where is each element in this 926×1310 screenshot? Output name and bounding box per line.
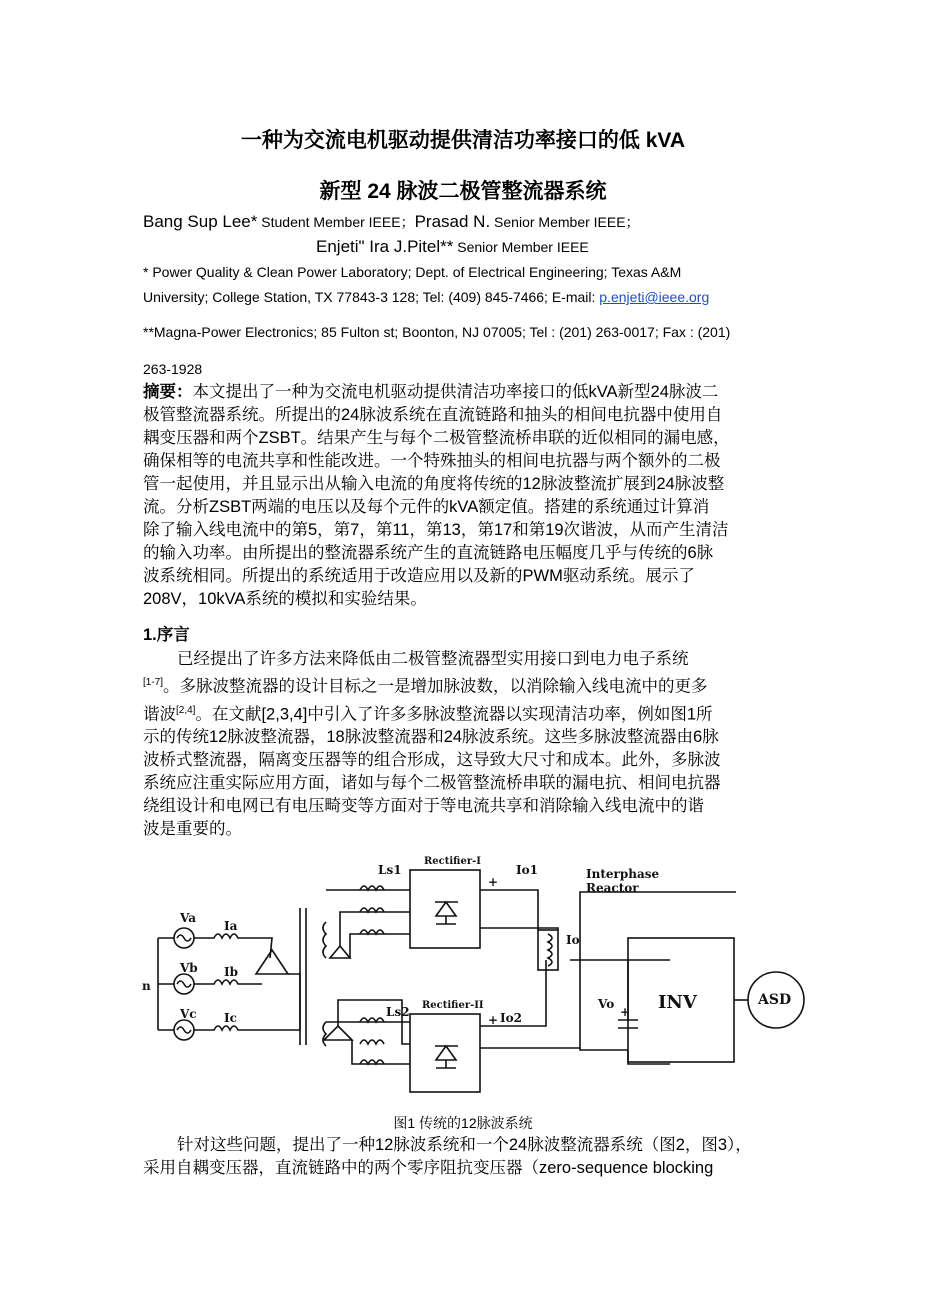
affiliation-1-line-1: * Power Quality & Clean Power Laboratory; Dept. of Electrical Engineering; Texas A&M xyxy=(143,264,682,280)
label-ia: Ia xyxy=(224,919,238,933)
abstract-line: 摘要：本文提出了一种为交流电机驱动提供清洁功率接口的低kVA新型24脉波二 xyxy=(143,383,719,401)
paragraph-line: 绕组设计和电网已有电压畸变等方面对于等电流共享和消除输入线电流中的谐 xyxy=(143,797,704,815)
circuit-diagram xyxy=(140,850,792,1110)
label-reactor: Reactor xyxy=(586,881,639,895)
affiliation-2-line-2: 263-1928 xyxy=(143,361,203,377)
abstract-line: 确保相等的电流共享和性能改进。一个特殊抽头的相间电抗器与两个额外的二极 xyxy=(143,452,721,470)
diagram-labels xyxy=(142,856,791,1027)
citation: [1-7] xyxy=(143,677,164,688)
figure-caption: 图1 传统的12脉波系统 xyxy=(393,1115,533,1131)
paragraph-line: 针对这些问题，提出了一种12脉波系统和一个24脉波整流器系统（图2，图3）， xyxy=(177,1136,752,1154)
abstract-line: 波系统相同。所提出的系统适用于改造应用以及新的PWM驱动系统。展示了 xyxy=(143,567,695,585)
label-asd: ASD xyxy=(758,992,792,1008)
abstract-line: 的输入功率。由所提出的整流器系统产生的直流链路电压幅度几乎与传统的6脉 xyxy=(143,544,714,562)
label-ls1: Ls1 xyxy=(378,863,402,877)
paragraph-line: 已经提出了许多方法来降低由二极管整流器型实用接口到电力电子系统 xyxy=(177,650,689,668)
label-inv: INV xyxy=(658,992,697,1013)
abstract-line: 除了输入线电流中的第5，第7，第11，第13，第17和第19次谐波，从而产生清洁 xyxy=(143,521,729,539)
author-role: Senior Member IEEE xyxy=(453,239,589,255)
label-rectifier-2: Rectifier-II xyxy=(422,1000,484,1011)
paragraph-line: 采用自耦变压器，直流链路中的两个零序阻抗变压器（zero-sequence blocking xyxy=(143,1159,714,1177)
paragraph-line: 示的传统12脉波整流器，18脉波整流器和24脉波系统。这些多脉波整流器由6脉 xyxy=(143,728,719,746)
title-line-2: 新型 24 脉波二极管整流器系统 xyxy=(319,180,607,203)
abstract-line: 流。分析ZSBT两端的电压以及每个元件的kVA额定值。搭建的系统通过计算消 xyxy=(143,498,710,516)
affiliation-text: University; College Station, TX 77843-3 128; Tel: (409) 845-7466; E-mail: xyxy=(143,289,600,305)
author-role: Student Member IEEE； xyxy=(257,214,415,230)
label-va: Va xyxy=(180,911,196,925)
label-io2: Io2 xyxy=(500,1011,522,1025)
label-n: n xyxy=(142,979,151,993)
label-ic: Ic xyxy=(224,1011,237,1025)
paragraph-line: 系统应注重实际应用方面，诸如与每个二极管整流桥串联的漏电抗、相间电抗器 xyxy=(143,774,721,792)
title-line-1: 一种为交流电机驱动提供清洁功率接口的低 kVA xyxy=(240,129,686,152)
label-plus: + xyxy=(620,1005,631,1019)
paragraph-line: 谐波[2,4]。在文献[2,3,4]中引入了许多多脉波整流器以实现清洁功率，例如图1所 xyxy=(143,704,713,723)
email-link[interactable]: p.enjeti@ieee.org xyxy=(599,289,710,305)
affiliation-2-line-1: **Magna-Power Electronics; 85 Fulton st; Boonton, NJ 07005; Tel : (201) 263-0017; Fax : (201) xyxy=(143,324,731,340)
citation: [2,4] xyxy=(176,704,196,716)
label-ls2: Ls2 xyxy=(386,1005,410,1019)
label-vb: Vb xyxy=(180,961,198,975)
label-io: Io xyxy=(566,933,580,947)
authors-line-1 xyxy=(143,212,640,232)
label-ib: Ib xyxy=(224,965,239,979)
label-plus: + xyxy=(488,875,499,889)
section-heading: 1.序言 xyxy=(143,626,190,644)
voltage-sources xyxy=(158,928,194,1040)
secondary-windings xyxy=(323,886,410,1064)
abstract-line: 208V，10kVA系统的模拟和实验结果。 xyxy=(143,590,427,608)
rectifier-blocks xyxy=(410,870,480,1092)
abstract-label: 摘要： xyxy=(143,383,193,401)
label-interphase: Interphase xyxy=(586,867,660,881)
body-after-figure xyxy=(143,1134,752,1180)
label-io1: Io1 xyxy=(516,863,538,877)
abstract-line: 极管整流器系统。所提出的24脉波系统在直流链路和抽头的相间电抗器中使用自 xyxy=(143,406,723,424)
paragraph-line: [1-7]。多脉波整流器的设计目标之一是增加脉波数，以消除输入线电流中的更多 xyxy=(143,677,708,696)
author-name: Enjeti" Ira J.Pitel** xyxy=(316,237,454,256)
dc-links xyxy=(480,890,804,1064)
author-name: Bang Sup Lee* xyxy=(143,212,258,231)
author-role: Senior Member IEEE； xyxy=(490,214,640,230)
affiliation-1-line-2 xyxy=(143,289,709,305)
label-vc: Vc xyxy=(180,1007,197,1021)
section-1-body xyxy=(143,648,721,841)
authors-line-2 xyxy=(316,237,589,257)
source-lines xyxy=(194,908,306,1045)
label-plus: + xyxy=(488,1013,499,1027)
label-vo: Vo xyxy=(598,997,615,1011)
author-name: Prasad N. xyxy=(414,212,491,231)
abstract xyxy=(143,381,730,611)
paragraph-line: 波桥式整流器，隔离变压器等的组合形成，这导致大尺寸和成本。此外，多脉波 xyxy=(143,751,721,769)
abstract-line: 管一起使用，并且显示出从输入电流的角度将传统的12脉波整流扩展到24脉波整 xyxy=(143,475,725,493)
abstract-line: 耦变压器和两个ZSBT。结果产生与每个二极管整流桥串联的近似相同的漏电感， xyxy=(143,429,730,447)
label-rectifier-1: Rectifier-I xyxy=(424,856,481,867)
paragraph-line: 波是重要的。 xyxy=(143,820,242,838)
